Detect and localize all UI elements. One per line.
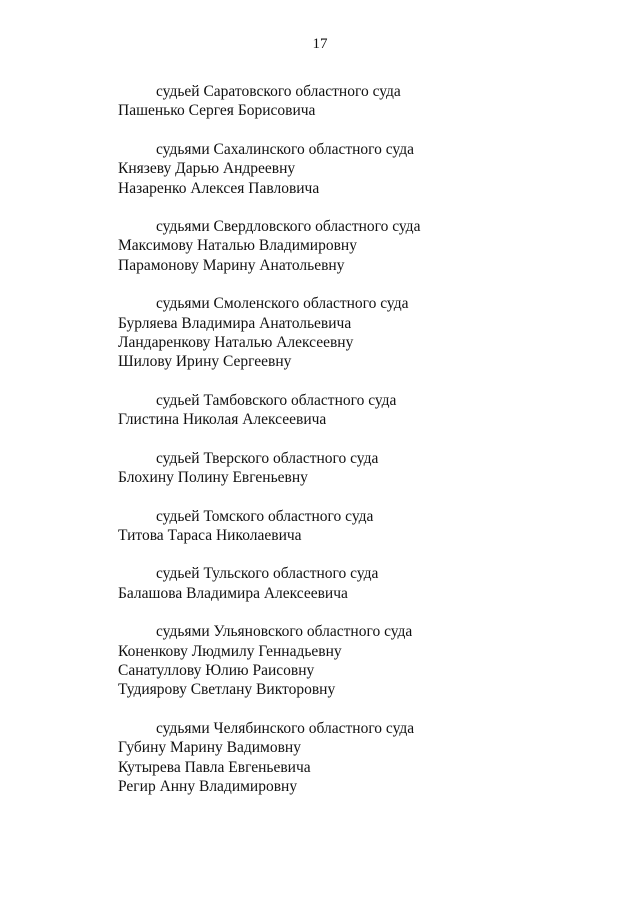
- court-block: [118, 622, 578, 700]
- court-heading: судьей Тверского областного суда: [156, 449, 379, 467]
- court-heading: судьей Томского областного суда: [156, 507, 374, 525]
- court-heading: судьями Челябинского областного суда: [156, 719, 415, 737]
- court-block: [118, 449, 578, 488]
- court-block: [118, 719, 578, 797]
- court-block: [118, 217, 578, 275]
- judge-name: Бурляева Владимира Анатольевича: [118, 314, 352, 332]
- judge-name: Максимову Наталью Владимировну: [118, 237, 357, 255]
- judge-name: Кутырева Павла Евгеньевича: [118, 758, 311, 776]
- court-block: [118, 507, 578, 546]
- judge-name: Глистина Николая Алексеевича: [118, 411, 327, 429]
- court-heading: судьями Свердловского областного суда: [156, 218, 421, 236]
- court-heading: судьями Смоленского областного суда: [156, 295, 409, 313]
- court-block: [118, 294, 578, 372]
- court-heading: судьями Ульяновского областного суда: [156, 623, 413, 641]
- court-heading: судьями Сахалинского областного суда: [156, 140, 414, 158]
- judge-name: Санатуллову Юлию Раисовну: [118, 661, 315, 679]
- court-block: [118, 140, 578, 198]
- court-heading: судьей Тамбовского областного суда: [156, 391, 397, 409]
- page-number: 17: [312, 36, 328, 52]
- court-heading: судьей Тульского областного суда: [156, 565, 379, 583]
- judge-name: Князеву Дарью Андреевну: [118, 160, 296, 178]
- court-block: [118, 391, 578, 430]
- judge-name: Титова Тараса Николаевича: [118, 526, 302, 544]
- judge-name: Ландаренкову Наталью Алексеевну: [118, 334, 354, 352]
- judge-name: Блохину Полину Евгеньевну: [118, 469, 308, 487]
- judge-name: Назаренко Алексея Павловича: [118, 179, 320, 197]
- judge-name: Коненкову Людмилу Геннадьевну: [118, 642, 342, 660]
- court-heading: судьей Саратовского областного суда: [156, 83, 401, 100]
- judge-name: Губину Марину Вадимовну: [118, 739, 301, 757]
- judge-name: Шилову Ирину Сергеевну: [118, 353, 292, 371]
- judge-name: Регир Анну Владимировну: [118, 777, 298, 795]
- judge-name: Парамонову Марину Анатольевну: [118, 256, 345, 274]
- judge-name: Балашова Владимира Алексеевича: [118, 584, 348, 602]
- judge-name: Тудиярову Светлану Викторовну: [118, 681, 336, 699]
- appointment-list: [118, 82, 578, 815]
- judge-name: Пашенько Сергея Борисовича: [118, 102, 316, 120]
- court-block: [118, 564, 578, 603]
- court-block: [118, 82, 578, 121]
